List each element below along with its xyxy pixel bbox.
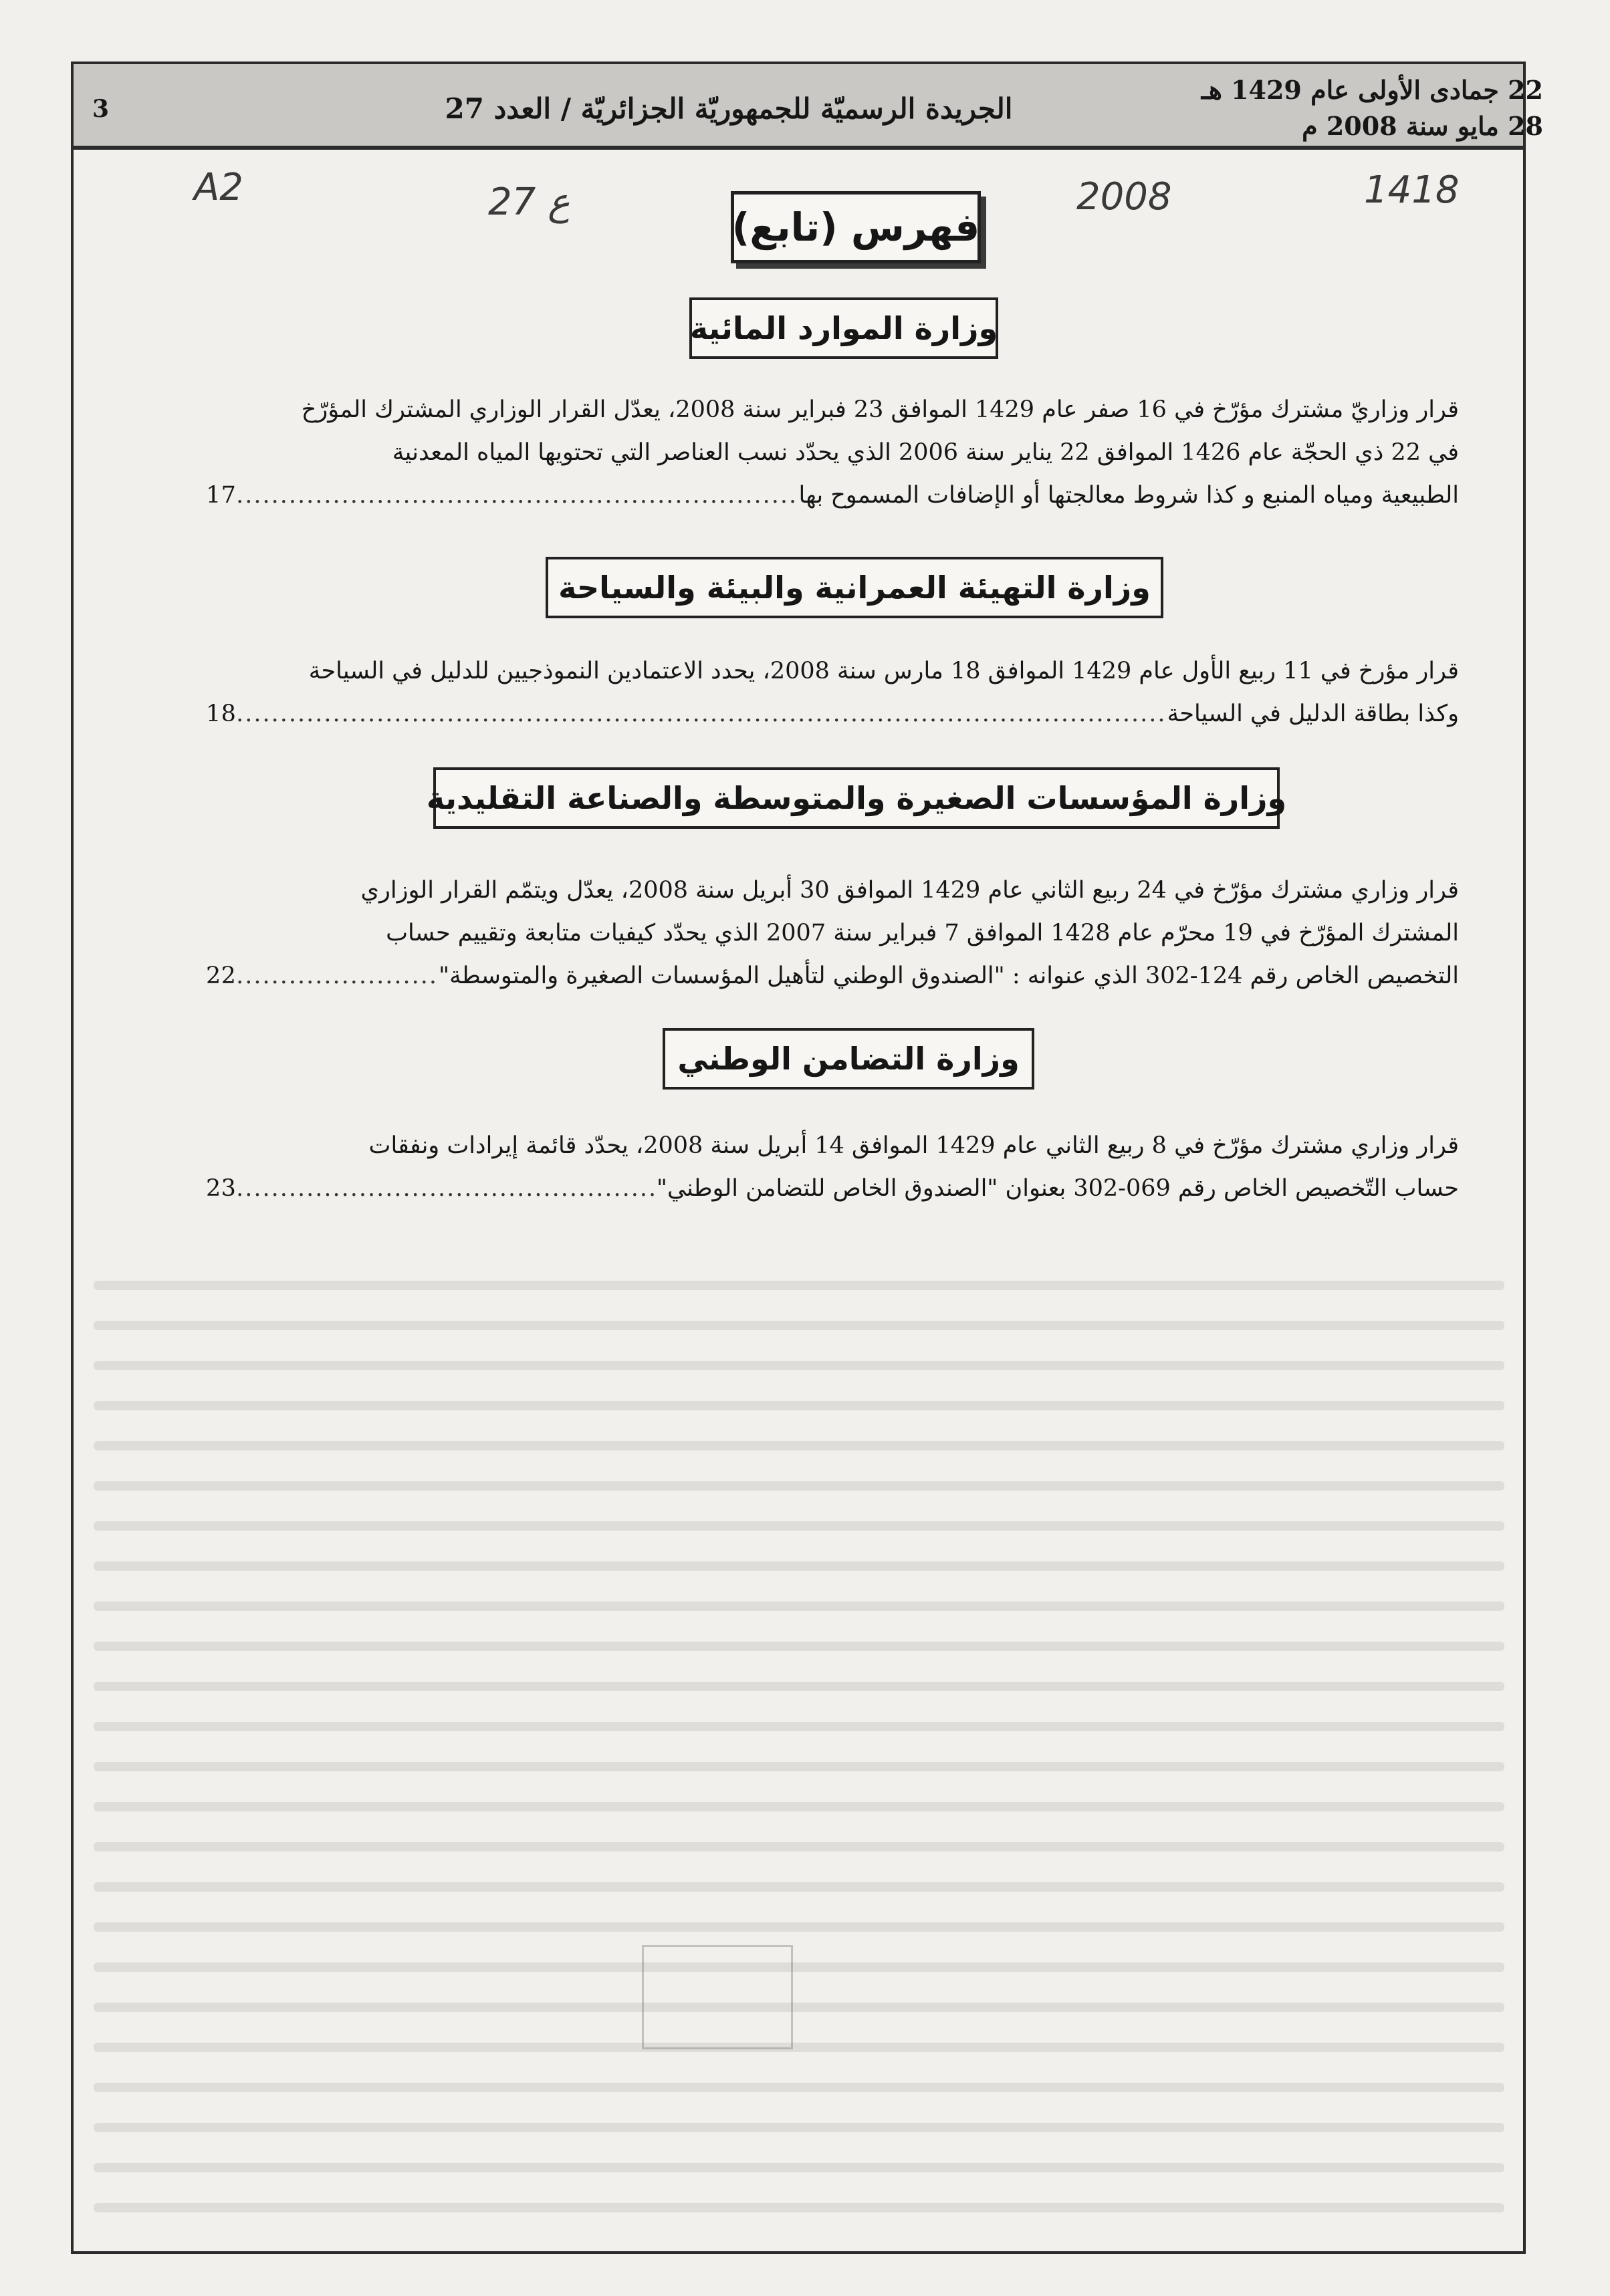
entry-line: قرار مؤرخ في 11 ربيع الأول عام 1429 الموافق 18 مارس سنة 2008، يحدد الاعتمادين النموذجيين للدليل في السياحة (308, 658, 1459, 684)
entry-line: في 22 ذي الحجّة عام 1426 الموافق 22 يناير سنة 2006 الذي يحدّد نسب العناصر التي تحتويها المياه المعدنية (392, 439, 1459, 466)
leader-dots (236, 692, 1167, 735)
header-page-number: 3 (92, 95, 110, 123)
entry-line: المشترك المؤرّخ في 19 محرّم عام 1428 الموافق 7 فبراير سنة 2007 الذي يحدّد كيفيات متابعة وتقييم حساب (386, 920, 1459, 946)
entry-page-number: 23 (206, 1175, 237, 1202)
leader-dots (236, 1167, 657, 1210)
entry-line: التخصيص الخاص رقم 124-302 الذي عنوانه : "الصندوق الوطني لتأهيل المؤسسات الصغيرة والمتوسطة" (439, 963, 1459, 989)
entry-line: قرار وزاريّ مشترك مؤرّخ في 16 صفر عام 1429 الموافق 23 فبراير سنة 2008، يعدّل القرار الوزاري المشترك المؤرّخ (301, 396, 1459, 423)
header-title: الجريدة الرسميّة للجمهوريّة الجزائريّة / العدد 27 (445, 92, 1013, 125)
entry-page-number: 18 (206, 700, 237, 727)
header-gregorian-date: 28 مايو سنة 2008 م (1302, 111, 1543, 141)
entry-last-line (201, 692, 1459, 735)
entry-line: قرار وزاري مشترك مؤرّخ في 24 ربيع الثاني عام 1429 الموافق 30 أبريل سنة 2008، يعدّل ويتمّم القرار الوزاري (360, 877, 1459, 904)
ministry-title-small-medium-enterprises: وزارة المؤسسات الصغيرة والمتوسطة والصناعة التقليدية (433, 767, 1280, 829)
index-entry-small-medium-enterprises (201, 869, 1459, 997)
ministry-title-water-resources: وزارة الموارد المائية (689, 297, 998, 359)
reverse-side-stamp (642, 1945, 793, 2049)
leader-dots (236, 954, 439, 997)
index-entry-planning-environment-tourism (201, 650, 1459, 735)
entry-last-line (201, 1167, 1459, 1210)
ministry-title-national-solidarity: وزارة التضامن الوطني (663, 1028, 1034, 1090)
index-entry-water-resources (201, 388, 1459, 517)
handwritten-note-ref: 1418 (1364, 168, 1460, 212)
handwritten-note-a2: A2 (194, 166, 243, 209)
entry-last-line (201, 954, 1459, 997)
entry-line: الطبيعية ومياه المنبع و كذا شروط معالجتها أو الإضافات المسموح بها (798, 482, 1459, 509)
entry-page-number: 17 (206, 482, 237, 509)
index-title: فهرس (تابع) (731, 191, 981, 263)
header-hijri-date: 22 جمادى الأولى عام 1429 هـ (1201, 75, 1543, 105)
entry-page-number: 22 (206, 963, 237, 989)
ministry-title-planning-environment-tourism: وزارة التهيئة العمرانية والبيئة والسياحة (546, 557, 1163, 618)
handwritten-note-year: 2008 (1076, 175, 1172, 219)
index-entry-national-solidarity (201, 1124, 1459, 1210)
reverse-side-bleed (94, 1250, 1504, 2199)
entry-line: قرار وزاري مشترك مؤرّخ في 8 ربيع الثاني عام 1429 الموافق 14 أبريل سنة 2008، يحدّد قائمة إيرادات ونفقات (368, 1132, 1459, 1159)
entry-line: وكذا بطاقة الدليل في السياحة (1167, 700, 1459, 727)
entry-line: حساب التّخصيص الخاص رقم 069-302 بعنوان "الصندوق الخاص للتضامن الوطني" (656, 1175, 1459, 1202)
leader-dots (236, 474, 798, 517)
handwritten-note-issue: 27 ع (488, 180, 570, 224)
entry-last-line (201, 474, 1459, 517)
